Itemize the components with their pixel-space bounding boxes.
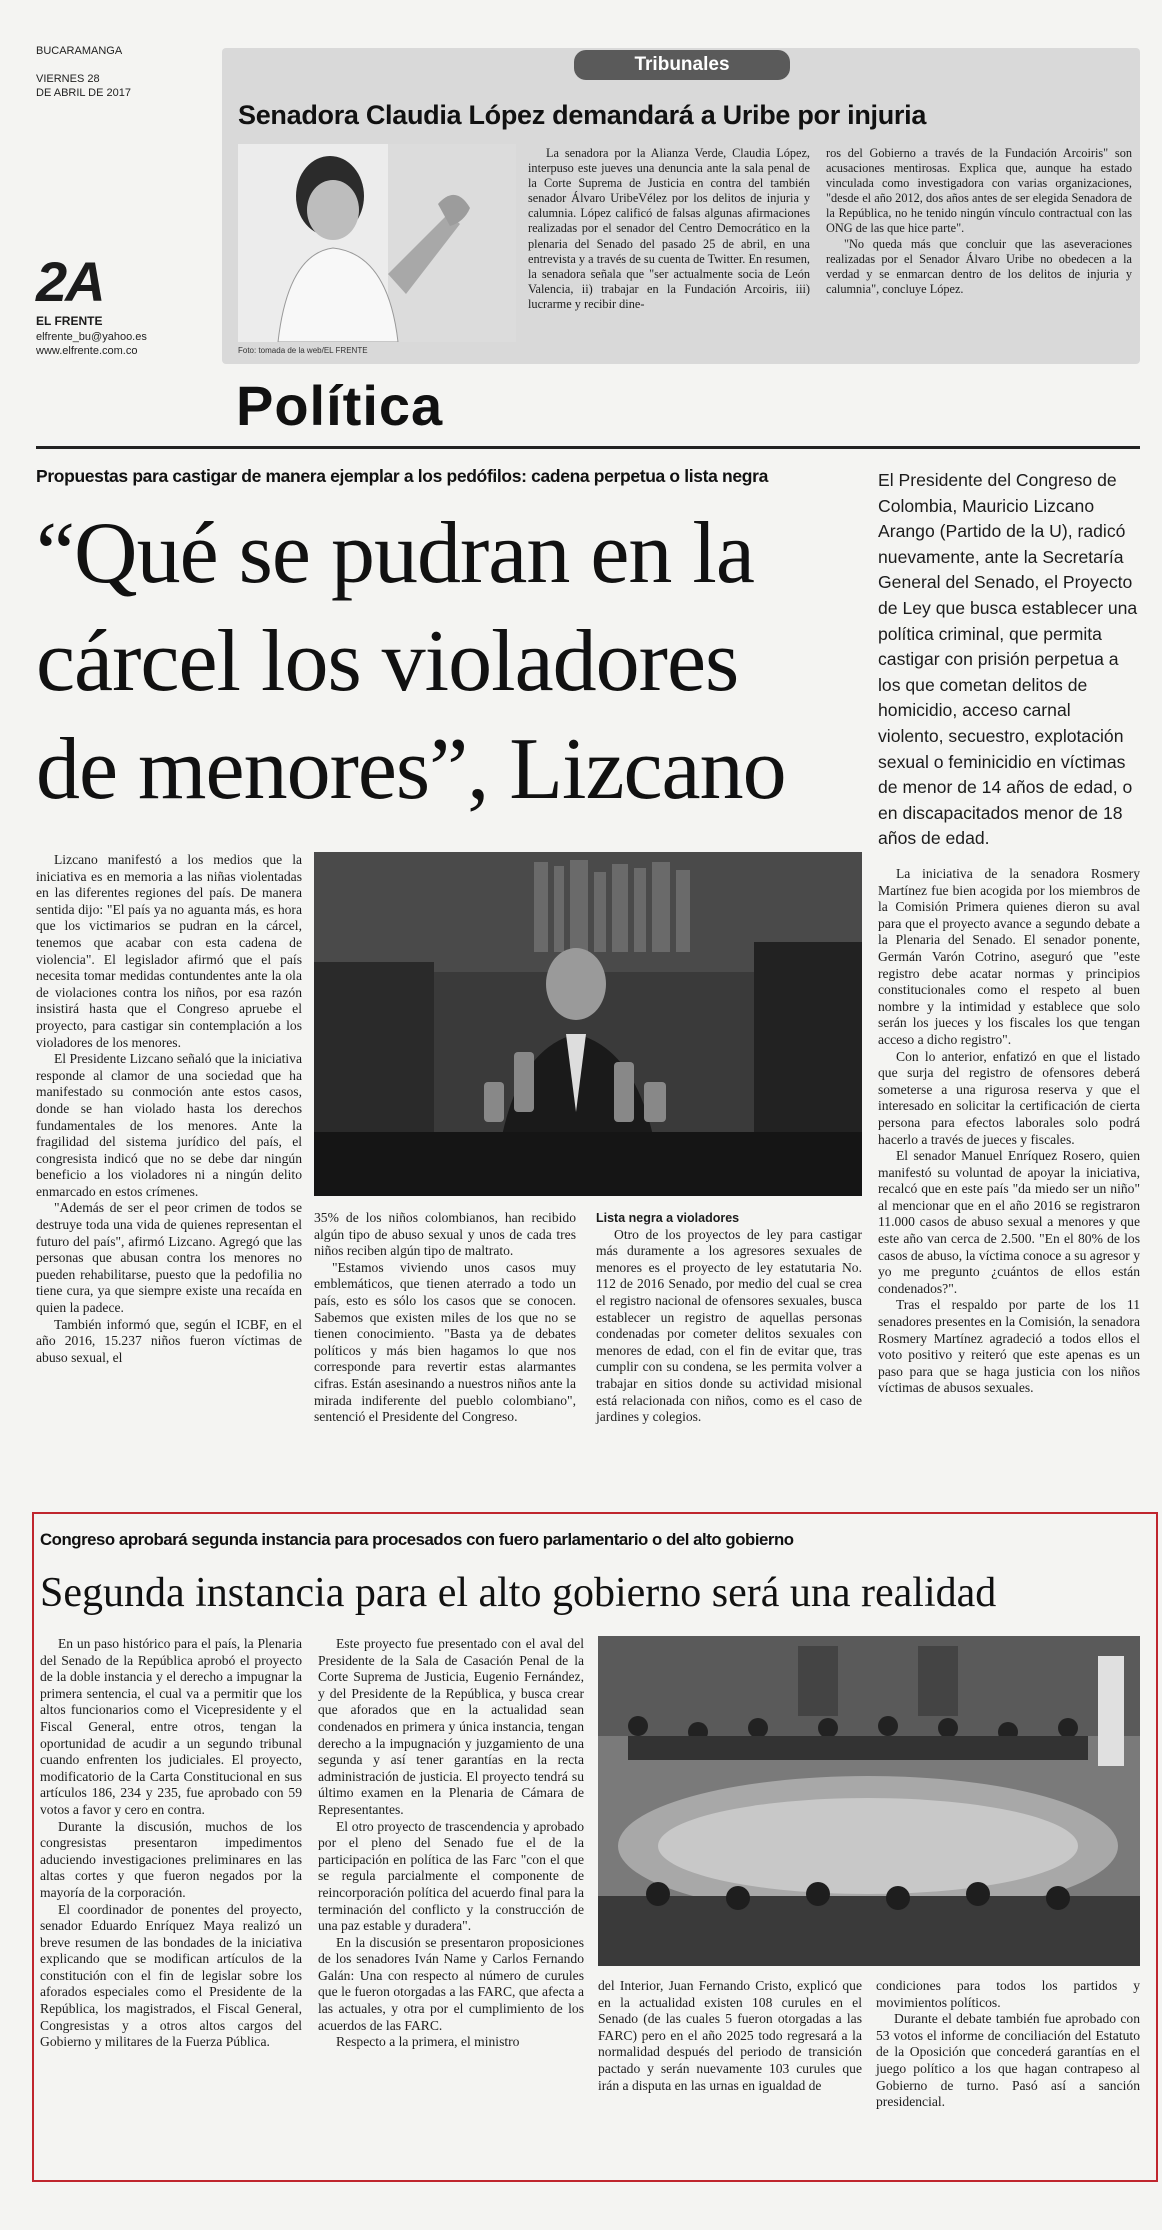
tribunales-headline: Senadora Claudia López demandará a Uribe por injuria (238, 100, 927, 130)
main-kicker: Propuestas para castigar de manera ejemplar a los pedófilos: cadena perpetua o lista negra (36, 466, 768, 486)
second-paragraph: Durante el debate también fue aprobado con 53 votos el informe de conciliación del Estatuto de la Oposición que concederá garantías en el juego político a los que hagan contrapeso al Gobierno de turno. Pasó así a sanción presidencial. (876, 2011, 1140, 2110)
second-paragraph: Durante la discusión, muchos de los congresistas presentaron impedimentos aduciendo investigaciones preliminares en las altas cortes y que fueron negados por la mayoría de la corporación. (40, 1818, 302, 1900)
section-title: Política (236, 374, 444, 437)
main-col3 (596, 1210, 862, 1426)
main-headline-line: “Qué se pudran en la (36, 505, 754, 602)
second-col1 (40, 1636, 302, 2051)
main-paragraph: Tras el respaldo por parte de los 11 senadores presentes en la Comisión, la senadora Rosmery Martínez agradeció a todos ellos el voto positivo y reiteró que este apenas es un paso para que se haga justicia con los niños víctimas de abusos sexuales. (878, 1297, 1140, 1396)
second-paragraph: En un paso histórico para el país, la Plenaria del Senado de la República aprobó el proyecto de la doble instancia y el derecho a impugnar la primera sentencia, el cual va a permitir que los altos funcionarios como el Vicepresidente y el Fiscal General, entre otros, tengan la oportunidad de acudir a un segundo tribunal cuando enfrenten los judiciales. El proyecto, modificatorio de la Carta Constitucional en sus artículos 186, 234 y 235, fue aprobado con 59 votos a favor y cero en contra. (40, 1636, 302, 1817)
second-paragraph: En la discusión se presentaron proposiciones de los senadores Iván Name y Carlos Fernando Galán: Una con respecto al número de curules que le fueron otorgadas a las FARC, que afecta a las actuales, y otra por el cumplimiento de los acuerdos de las FARC. (318, 1934, 584, 2033)
paper-name: EL FRENTE (36, 314, 103, 328)
weekday-label: VIERNES 28 (36, 73, 100, 85)
second-paragraph: El coordinador de ponentes del proyecto, senador Eduardo Enríquez Maya realizó un breve resumen de las bondades de la iniciativa explicando que se modifican artículos de la constitución con el fin de legislar sobre los aforados especiales como el Presidente de la República, los magistrados, el Fiscal General, Congresistas y a otros altos cargos del Gobierno y militares de la Fuerza Pública. (40, 1901, 302, 2050)
second-kicker: Congreso aprobará segunda instancia para procesados con fuero parlamentario o del alto gobierno (40, 1530, 794, 1549)
senate-photo (598, 1636, 1140, 1966)
main-headline-line: de menores”, Lizcano (36, 721, 786, 818)
main-paragraph: El senador Manuel Enríquez Rosero, quien manifestó su voluntad de apoyar la iniciativa, recalcó que en este país "da miedo ser un niño" al mencionar que en el año 2016 se registraron 11.000 casos de abuso sexual a menores y que este año van cerca de 2.500. "En el 80% de los casos de abuso, la víctima conoce a su agresor y yo me pregunto ¿cuántos de ellos están condenados?". (878, 1148, 1140, 1296)
email-link[interactable]: elfrente_bu@yahoo.es (36, 331, 147, 343)
second-col4 (876, 1978, 1140, 2111)
section-rule (36, 446, 1140, 449)
main-paragraph: Con lo anterior, enfatizó en que el listado que surja del registro de ofensores deberá someterse a una rigurosa reserva y que el interesado en solicitar la certificación de cierta persona para efectos laborales solo podrá hacerlo a través de jueces y fiscales. (878, 1048, 1140, 1147)
main-paragraph: El Presidente Lizcano señaló que la iniciativa responde al clamor de una sociedad que ha manifestado su conmoción ante estos casos, donde se han violado hasta los derechos fundamentales de los menores. Ante la fragilidad del sistema jurídico del país, el congresista indicó que no se debe dar ningún beneficio a los violadores ni a ningún delito enmarcado en estos crímenes. (36, 1051, 302, 1199)
main-lead (878, 468, 1140, 852)
main-paragraph: 35% de los niños colombianos, han recibido algún tipo de abuso sexual y unos de cada tres niños reciben algún tipo de maltrato. (314, 1210, 576, 1259)
second-paragraph: Respecto a la primera, el ministro (336, 2034, 520, 2050)
main-paragraph: La iniciativa de la senadora Rosmery Martínez fue bien acogida por los miembros de la Comisión Primera quienes dieron su aval para que el proyecto avance a segundo debate a la Plenaria del Senado. El senador ponente, Germán Varón Cotrino, aseguró que "este registro debe acatar normas y principios constitucionales como el respeto al buen nombre y la intimidad y establece que solo serán los jueces y los fiscales los que tengan acceso a dicho registro". (878, 866, 1140, 1047)
tribunales-col2 (826, 146, 1132, 297)
main-col4 (878, 866, 1140, 1397)
main-headline-line: cárcel los violadores (36, 613, 739, 710)
main-col2 (314, 1210, 576, 1426)
main-subhead: Lista negra a violadores (596, 1211, 740, 1225)
second-paragraph: condiciones para todos los partidos y movimientos políticos. (876, 1978, 1140, 2010)
main-col1 (36, 852, 302, 1366)
claudia-lopez-photo (238, 144, 516, 342)
city-label: BUCARAMANGA (36, 45, 123, 57)
tab-tribunales: Tribunales (574, 50, 790, 80)
second-col2 (318, 1636, 584, 2051)
main-paragraph: Otro de los proyectos de ley para castigar más duramente a los agresores sexuales de menores es el proyecto de ley estatutaria No. 112 de 2016 Senado, por medio del cual se crea el registro nacional de ofensores sexuales, busca establecer un registro de aquellas personas condenadas por cometer delitos sexuales con menores de edad, con el fin de evitar que, tras cumplir con su condena, se les permita volver a trabajar en sitios donde su actividad misional está relacionada con niños, como es el caso de jardines y colegios. (596, 1226, 862, 1425)
date-label: DE ABRIL DE 2017 (36, 87, 131, 99)
tribunales-paragraph: "No queda más que concluir que las aseveraciones realizadas por el Senador Álvaro Uribe no obedecen a la verdad y se enmarcan dentro de los delitos de injuria y calumnia", concluye López. (826, 236, 1132, 296)
main-lead-text: El Presidente del Congreso de Colombia, Mauricio Lizcano Arango (Partido de la U), radicó nuevamente, ante la Secretaría General del Senado, el Proyecto de Ley que busca establecer una política criminal, que permita castigar con prisión perpetua a los que cometan delitos de homicidio, acceso carnal violento, secuestro, explotación sexual o feminicidio en víctimas de menor de 14 años de edad, o en discapacitados menor de 18 años de edad. (878, 470, 1138, 849)
second-paragraph: El otro proyecto de trascendencia y aprobado por el pleno del Senado fue el de la participación en política de las Farc "con el que se regula parcialmente el componente de reincorporación política del acuerdo final para la terminación del conflicto y la construcción de una paz estable y duradera". (318, 1818, 584, 1934)
page-number: 2A (36, 250, 104, 313)
second-col3 (598, 1978, 862, 2094)
website-link[interactable]: www.elfrente.com.co (36, 345, 138, 357)
lizcano-photo (314, 852, 862, 1196)
main-paragraph: También informó que, según el ICBF, en el año 2016, 15.237 niños fueron víctimas de abuso sexual, el (36, 1316, 302, 1365)
second-paragraph: del Interior, Juan Fernando Cristo, explicó que en la actualidad existen 108 curules en el Senado (de las cuales 5 fueron otorgadas a las FARC) pero en el año 2025 todo regresará a la normalidad después del periodo de transición pactado y serán nuevamente 103 curules que irán a disputa en las urnas en igualdad de (598, 1978, 862, 2093)
tribunales-paragraph: La senadora por la Alianza Verde, Claudia López, interpuso este jueves una denuncia ante la sala penal de la Corte Suprema de Justicia en contra del también senador Álvaro UribeVélez por los delitos de injuria y calumnia. López calificó de falsas algunas afirmaciones realizadas por el senador del Centro Democrático en la plenaria del Senado del pasado 25 de abril, en una entrevista y a través de su cuenta de Twitter. En resumen, la senadora señala que "ser actualmente socia de León Valencia, ii) trabajar en la Fundación Arcoiris, iii) lucrarme y recibir dine- (528, 146, 810, 311)
main-paragraph: Lizcano manifestó a los medios que la iniciativa es en memoria a las niñas violentadas en las diferentes regiones del país. De manera sentida dijo: "El país ya no aguanta más, es hora que los victimarios se pudran en la cárcel, tenemos que acabar con esta cadena de violencia". El legislador afirmó que el país necesita tomar medidas contundentes ante la ola de violaciones contra los niños, por esa razón insistirá hasta que el Congreso apruebe el proyecto, para castigar sin contemplación a los violadores de los menores. (36, 852, 302, 1050)
second-headline: Segunda instancia para el alto gobierno será una realidad (40, 1570, 997, 1616)
tribunales-col1 (528, 146, 810, 312)
photo-credit: Foto: tomada de la web/EL FRENTE (238, 346, 368, 355)
main-paragraph: "Estamos viviendo unos casos muy emblemáticos, que tienen aterrado a todo un país, esto es sólo los casos que se conocen. Sabemos que existen miles de los que no se tienen conocimiento. "Basta ya de debates políticos y más bien hagamos lo que nos corresponde para revertir estas alarmantes cifras. Están asesinando a nuestros niños ante la mirada indiferente del pueblo colombiano", sentenció el Presidente del Congreso. (314, 1259, 576, 1425)
second-paragraph: Este proyecto fue presentado con el aval del Presidente de la Sala de Casación Penal de la Corte Suprema de Justicia, Eugenio Fernández, y del Presidente de la República, y busca crear que aforados que en la actualidad sean condenados en primera y única instancia, tengan derecho a la impugnación y juzgamiento de una segunda y así tener garantías en la recta administración de justicia. El proyecto tendrá su último examen en la Plenaria de Cámara de Representantes. (318, 1636, 584, 1817)
tribunales-paragraph: ros del Gobierno a través de la Fundación Arcoiris" son acusaciones mentirosas. Explica que, aunque ha estado vinculada como investigadora con varias organizaciones, "desde el año 2012, dos años antes de ser elegida Senadora de la República, no he tenido ningún vínculo contractual con las ONG de las que hice parte". (826, 146, 1132, 236)
main-headline (36, 500, 866, 824)
main-paragraph: "Además de ser el peor crimen de todos se destruye toda una vida de quienes representan el futuro del país", afirmó Lizcano. Agregó que las personas que abusan contra los menores no pueden rehabilitarse, puesto que la pedofilia no tiene cura, ya que siempre existe una recaída en quien la padece. (36, 1200, 302, 1316)
